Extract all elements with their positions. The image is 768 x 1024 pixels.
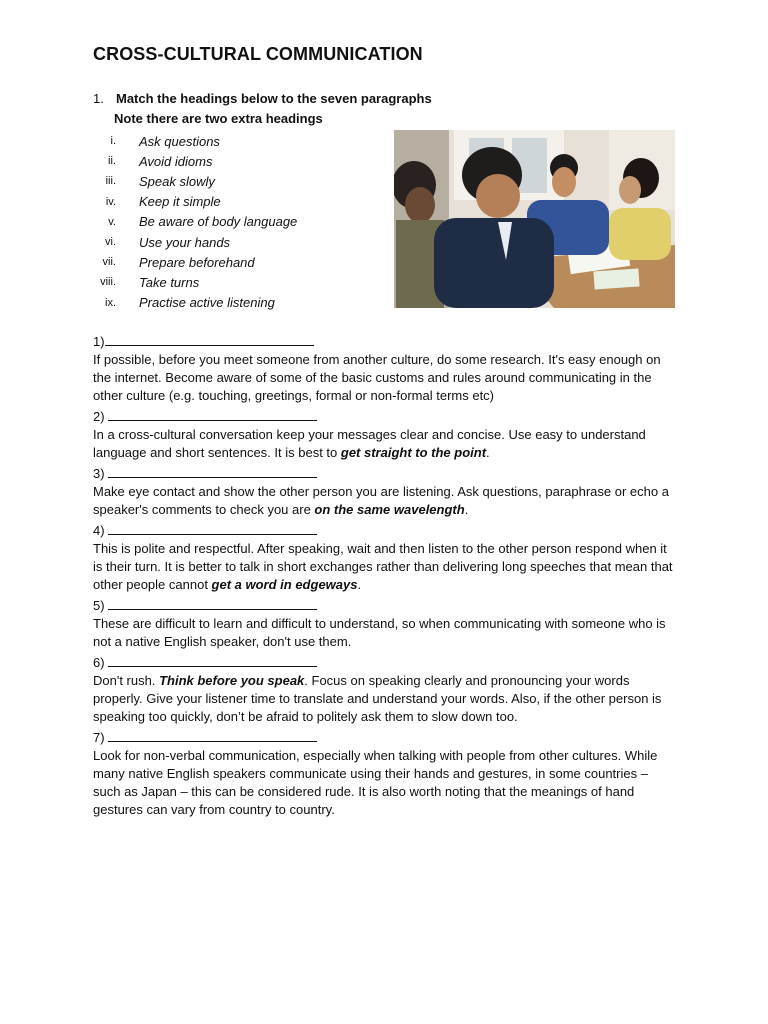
paragraph-heading-line xyxy=(93,654,673,672)
idiom-phrase: on the same wavelength xyxy=(314,502,465,517)
paragraph-text xyxy=(93,747,673,819)
task-instruction xyxy=(93,91,432,106)
idiom-phrase: get straight to the point xyxy=(340,445,487,460)
paragraph-text xyxy=(93,615,673,651)
paragraph-text xyxy=(93,426,673,462)
heading-answer-blank[interactable] xyxy=(108,408,317,421)
idiom-phrase: Think before you speak xyxy=(159,673,305,688)
heading-answer-blank[interactable] xyxy=(108,522,317,535)
heading-text: Avoid idioms xyxy=(139,153,213,169)
paragraph-heading-line xyxy=(93,597,673,615)
paragraph-text-run: This is polite and respectful. After speaking, wait and then listen to the other person respond when it is their turn. It is better to talk in short exchanges rather than delivering long speeches that mean that other people cannot xyxy=(93,541,673,592)
paragraph-text xyxy=(93,672,673,726)
heading-numeral: vi. xyxy=(105,236,116,249)
paragraph-number: 1) xyxy=(93,334,105,349)
paragraph-text-run: These are difficult to learn and difficult to understand, so when communicating with someone who is not a native English speaker, don't use them. xyxy=(93,616,666,649)
paragraph-text-run: . Focus on speaking clearly and pronouncing your words properly. Give your listener time to translate and understand your words. Also, if the other person is speaking too quickly, don’t be afraid to politely ask them to slow down too. xyxy=(93,673,662,724)
heading-item xyxy=(93,252,297,272)
meeting-photo xyxy=(394,130,675,308)
heading-item xyxy=(93,212,297,232)
paragraph-number: 3) xyxy=(93,466,109,481)
heading-numeral: iv. xyxy=(105,195,116,208)
paragraph-text-run: . xyxy=(357,577,362,592)
paragraph-text-run: . xyxy=(464,502,469,517)
task-number: 1. xyxy=(93,91,104,106)
paragraph-text-run: Make eye contact and show the other person you are listening. Ask questions, paraphrase or echo a speaker's comments to check you are xyxy=(93,484,669,517)
paragraph-heading-line xyxy=(93,333,673,351)
heading-text: Use your hands xyxy=(139,234,231,250)
heading-answer-blank[interactable] xyxy=(105,333,314,346)
heading-answer-blank[interactable] xyxy=(108,465,317,478)
idiom-phrase: get a word in edgeways xyxy=(211,577,358,592)
heading-answer-blank[interactable] xyxy=(108,654,317,667)
paragraph-number: 7) xyxy=(93,730,109,745)
heading-numeral: iii. xyxy=(105,175,116,188)
paragraph-text xyxy=(93,483,673,519)
heading-answer-blank[interactable] xyxy=(108,729,317,742)
paragraph-heading-line xyxy=(93,729,673,747)
paragraphs xyxy=(93,333,673,822)
paragraph-heading-line xyxy=(93,408,673,426)
heading-numeral: viii. xyxy=(100,276,116,289)
heading-text: Keep it simple xyxy=(139,194,221,210)
paragraph-number: 6) xyxy=(93,655,109,670)
heading-item xyxy=(93,232,297,252)
heading-text: Speak slowly xyxy=(139,173,215,189)
heading-item xyxy=(93,192,297,212)
heading-numeral: vii. xyxy=(102,256,116,269)
heading-item xyxy=(93,131,297,151)
paragraph-text-run: . xyxy=(486,445,490,460)
heading-text: Practise active listening xyxy=(139,295,275,311)
heading-numeral: ix. xyxy=(105,296,116,309)
heading-answer-blank[interactable] xyxy=(108,597,317,610)
paragraph-text-run: Look for non-verbal communication, especially when talking with people from other cultures. While many native English speakers communicate using their hands and gestures, in some countries – such as Japan – this can be considered rude. It is also worth noting that the meanings of hand gestures can vary from country to country. xyxy=(93,748,658,817)
heading-numeral: v. xyxy=(108,215,116,228)
meeting-photo-illustration xyxy=(394,130,675,308)
paragraph-heading-line xyxy=(93,465,673,483)
heading-item xyxy=(93,272,297,292)
heading-text: Take turns xyxy=(139,274,200,290)
heading-numeral: i. xyxy=(110,135,116,148)
paragraph-text-run: In a cross-cultural conversation keep your messages clear and concise. Use easy to understand language and short sentences. It is best to xyxy=(93,427,646,460)
heading-item xyxy=(93,293,297,313)
paragraph-heading-line xyxy=(93,522,673,540)
paragraph-number: 4) xyxy=(93,523,109,538)
paragraph-text xyxy=(93,540,673,594)
paragraph-text-run: Don't rush. xyxy=(93,673,160,688)
task-instruction-text: Match the headings below to the seven paragraphs xyxy=(116,91,432,106)
heading-item xyxy=(93,151,297,171)
paragraph-text xyxy=(93,351,673,405)
task-note: Note there are two extra headings xyxy=(114,111,323,126)
heading-text: Ask questions xyxy=(139,133,220,149)
page-title: CROSS-CULTURAL COMMUNICATION xyxy=(93,44,423,64)
paragraph-number: 2) xyxy=(93,409,109,424)
headings-list xyxy=(93,131,297,313)
heading-item xyxy=(93,171,297,191)
heading-text: Be aware of body language xyxy=(139,214,298,230)
paragraph-number: 5) xyxy=(93,598,109,613)
heading-text: Prepare beforehand xyxy=(139,254,255,270)
heading-numeral: ii. xyxy=(108,155,116,168)
paragraph-text-run: If possible, before you meet someone from another culture, do some research. It's easy enough on the internet. Become aware of some of the basic customs and rules around communicating in the other culture (e.g. touching, greetings, formal or non-formal terms etc) xyxy=(93,352,661,403)
